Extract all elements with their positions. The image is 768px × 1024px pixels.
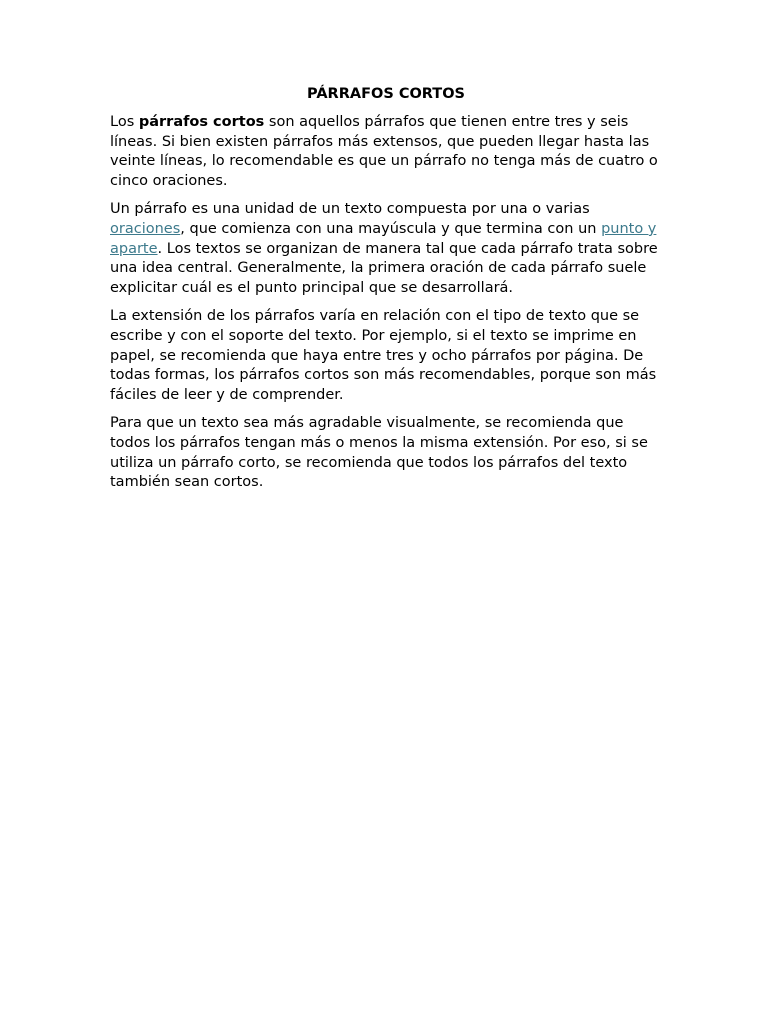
paragraph-3: La extensión de los párrafos varía en relación con el tipo de texto que se escribe y con el soporte del texto. Por ejemplo, si el texto se imprime en papel, se recomienda que haya entre tres y ocho párrafos por página. De todas formas, los párrafos cortos son más recomendables, porque son más fáciles de leer y de comprender. xyxy=(110,308,657,403)
paragraph-1 xyxy=(110,113,662,191)
document-title: PÁRRAFOS CORTOS xyxy=(307,86,465,102)
p2-text-2: , que comienza con una mayúscula y que termina con un xyxy=(180,220,602,237)
p1-text-before: Los xyxy=(110,114,139,130)
oraciones-link[interactable]: oraciones xyxy=(110,220,181,237)
p1-text-after: son aquellos párrafos que tienen entre tres y seis líneas. Si bien existen párrafos más extensos, que pueden llegar hasta las veinte líneas, lo recomendable es que un párrafo no tenga más de cuatro o cinco oraciones. xyxy=(110,114,658,189)
paragraph-2 xyxy=(110,200,662,298)
punto-y-aparte-link[interactable]: punto y aparte xyxy=(110,220,657,257)
p2-text-1: Un párrafo es una unidad de un texto compuesta por una o varias xyxy=(110,201,590,218)
p1-bold-term: párrafos cortos xyxy=(138,114,265,130)
paragraph-4: Para que un texto sea más agradable visualmente, se recomienda que todos los párrafos tengan más o menos la misma extensión. Por eso, si se utiliza un párrafo corto, se recomienda que todos los párrafos del texto también sean cortos. xyxy=(110,415,648,491)
p2-text-3: . Los textos se organizan de manera tal que cada párrafo trata sobre una idea central. Generalmente, la primera oración de cada párrafo suele explicitar cuál es el punto principal que se desarrollará. xyxy=(110,240,658,296)
document-page xyxy=(110,84,662,502)
